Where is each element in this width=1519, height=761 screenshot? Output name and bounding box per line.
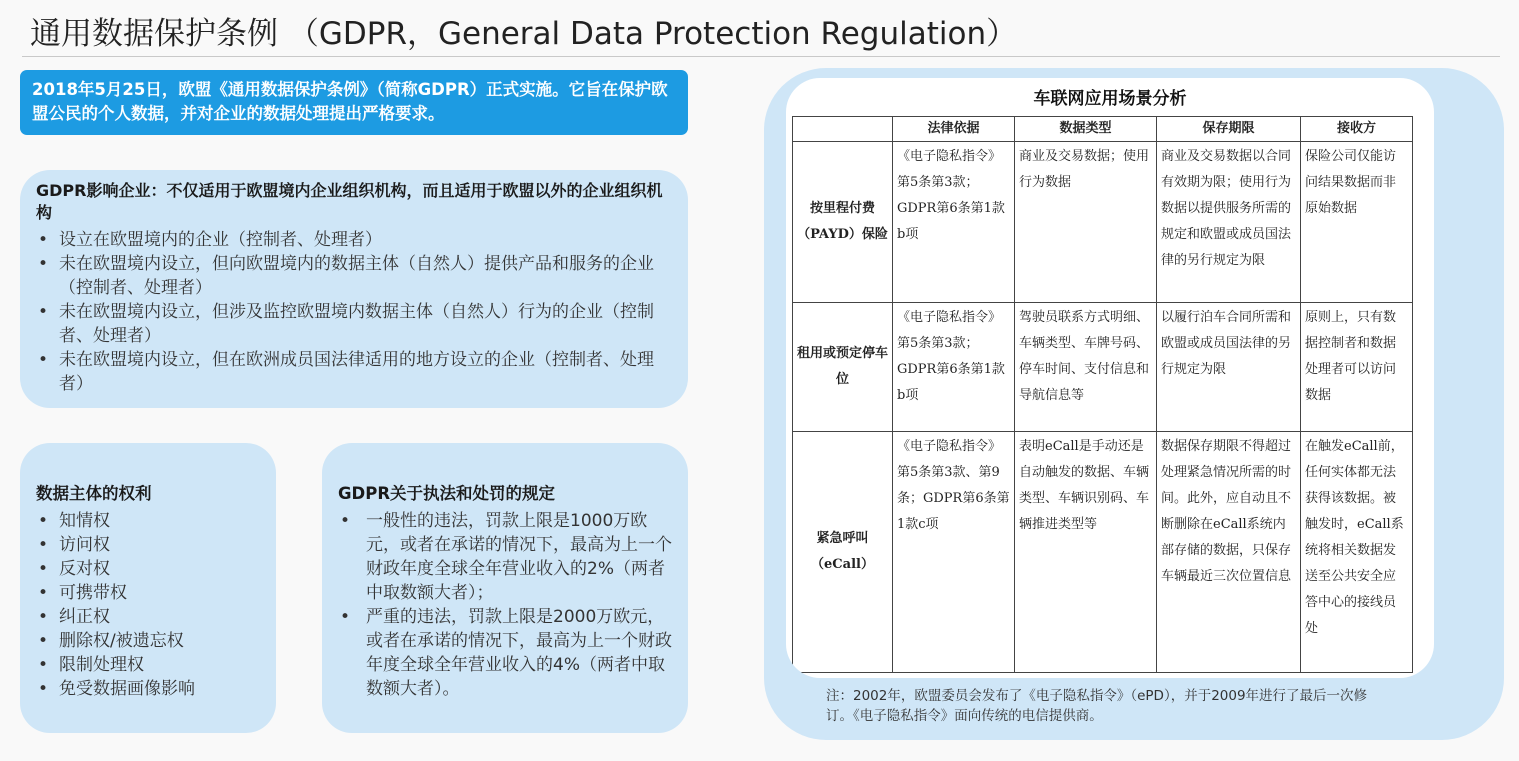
retention-cell: 数据保存期限不得超过处理紧急情况所需的时间。此外，应自动且不断删除在eCall系统内部存储的数据，只保存车辆最近三次位置信息	[1157, 432, 1301, 673]
penalty-panel	[322, 443, 688, 733]
penalty-heading: GDPR关于执法和处罚的规定	[338, 484, 556, 503]
rights-panel	[20, 443, 276, 733]
list-item: • 严重的违法，罚款上限是2000万欧元，或者在承诺的情况下，最高为上一个财政年度全球全年营业收入的4%（两者中取数额大者）。	[338, 605, 676, 701]
list-item: • 免受数据画像影响	[36, 677, 264, 701]
penalty-list	[338, 509, 676, 701]
scenario-cell: 按里程付费（PAYD）保险	[793, 142, 893, 303]
scenario-table	[792, 116, 1413, 673]
impact-list	[36, 228, 672, 396]
column-header	[793, 117, 893, 142]
legal-basis-cell: 《电子隐私指令》第5条第3款；GDPR第6条第1款b项	[893, 303, 1015, 432]
scenario-title: 车联网应用场景分析	[1033, 89, 1187, 109]
recipient-cell: 原则上，只有数据控制者和数据处理者可以访问数据	[1301, 303, 1413, 432]
data-type-cell: 商业及交易数据；使用行为数据	[1015, 142, 1157, 303]
impact-panel	[20, 170, 688, 408]
table-header-row	[793, 117, 1413, 142]
scenario-panel	[764, 68, 1504, 740]
list-item: • 反对权	[36, 557, 264, 581]
footnote: 注：2002年，欧盟委员会发布了《电子隐私指令》（ePD），并于2009年进行了最后一次修订。《电子隐私指令》面向传统的电信提供商。	[826, 688, 1368, 724]
list-item: • 访问权	[36, 533, 264, 557]
legal-basis-cell: 《电子隐私指令》第5条第3款、第9条；GDPR第6条第1款c项	[893, 432, 1015, 673]
impact-heading: GDPR影响企业：不仅适用于欧盟境内企业组织机构，而且适用于欧盟以外的企业组织机构	[36, 181, 663, 222]
list-item: • 删除权/被遗忘权	[36, 629, 264, 653]
legal-basis-cell: 《电子隐私指令》第5条第3款；GDPR第6条第1款b项	[893, 142, 1015, 303]
retention-cell: 以履行泊车合同所需和欧盟或成员国法律的另行规定为限	[1157, 303, 1301, 432]
list-item: • 未在欧盟境内设立，但在欧洲成员国法律适用的地方设立的企业（控制者、处理者）	[36, 348, 672, 396]
column-header: 接收方	[1301, 117, 1413, 142]
column-header: 法律依据	[893, 117, 1015, 142]
recipient-cell: 在触发eCall前，任何实体都无法获得该数据。被触发时，eCall系统将相关数据发送至公共安全应答中心的接线员处	[1301, 432, 1413, 673]
scenario-card	[786, 78, 1434, 678]
list-item: • 知情权	[36, 509, 264, 533]
column-header: 保存期限	[1157, 117, 1301, 142]
retention-cell: 商业及交易数据以合同有效期为限；使用行为数据以提供服务所需的规定和欧盟或成员国法律的另行规定为限	[1157, 142, 1301, 303]
table-row	[793, 432, 1413, 673]
list-item: • 纠正权	[36, 605, 264, 629]
data-type-cell: 表明eCall是手动还是自动触发的数据、车辆类型、车辆识别码、车辆推进类型等	[1015, 432, 1157, 673]
scenario-cell: 紧急呼叫（eCall）	[793, 432, 893, 673]
list-item: • 限制处理权	[36, 653, 264, 677]
table-row	[793, 142, 1413, 303]
title-divider	[22, 56, 1500, 57]
scenario-cell: 租用或预定停车位	[793, 303, 893, 432]
page-title: 通用数据保护条例 （GDPR，General Data Protection Regulation）	[30, 16, 1018, 52]
column-header: 数据类型	[1015, 117, 1157, 142]
rights-list	[36, 509, 264, 701]
rights-heading: 数据主体的权利	[36, 484, 152, 503]
data-type-cell: 驾驶员联系方式明细、车辆类型、车牌号码、停车时间、支付信息和导航信息等	[1015, 303, 1157, 432]
recipient-cell: 保险公司仅能访问结果数据而非原始数据	[1301, 142, 1413, 303]
list-item: • 一般性的违法，罚款上限是1000万欧元，或者在承诺的情况下，最高为上一个财政年度全球全年营业收入的2%（两者中取数额大者）；	[338, 509, 676, 605]
list-item: • 设立在欧盟境内的企业（控制者、处理者）	[36, 228, 672, 252]
table-row	[793, 303, 1413, 432]
list-item: • 未在欧盟境内设立，但涉及监控欧盟境内数据主体（自然人）行为的企业（控制者、处理者）	[36, 300, 672, 348]
list-item: • 未在欧盟境内设立，但向欧盟境内的数据主体（自然人）提供产品和服务的企业（控制者、处理者）	[36, 252, 672, 300]
intro-banner: 2018年5月25日，欧盟《通用数据保护条例》（简称GDPR）正式实施。它旨在保护欧盟公民的个人数据，并对企业的数据处理提出严格要求。	[20, 70, 688, 135]
list-item: • 可携带权	[36, 581, 264, 605]
